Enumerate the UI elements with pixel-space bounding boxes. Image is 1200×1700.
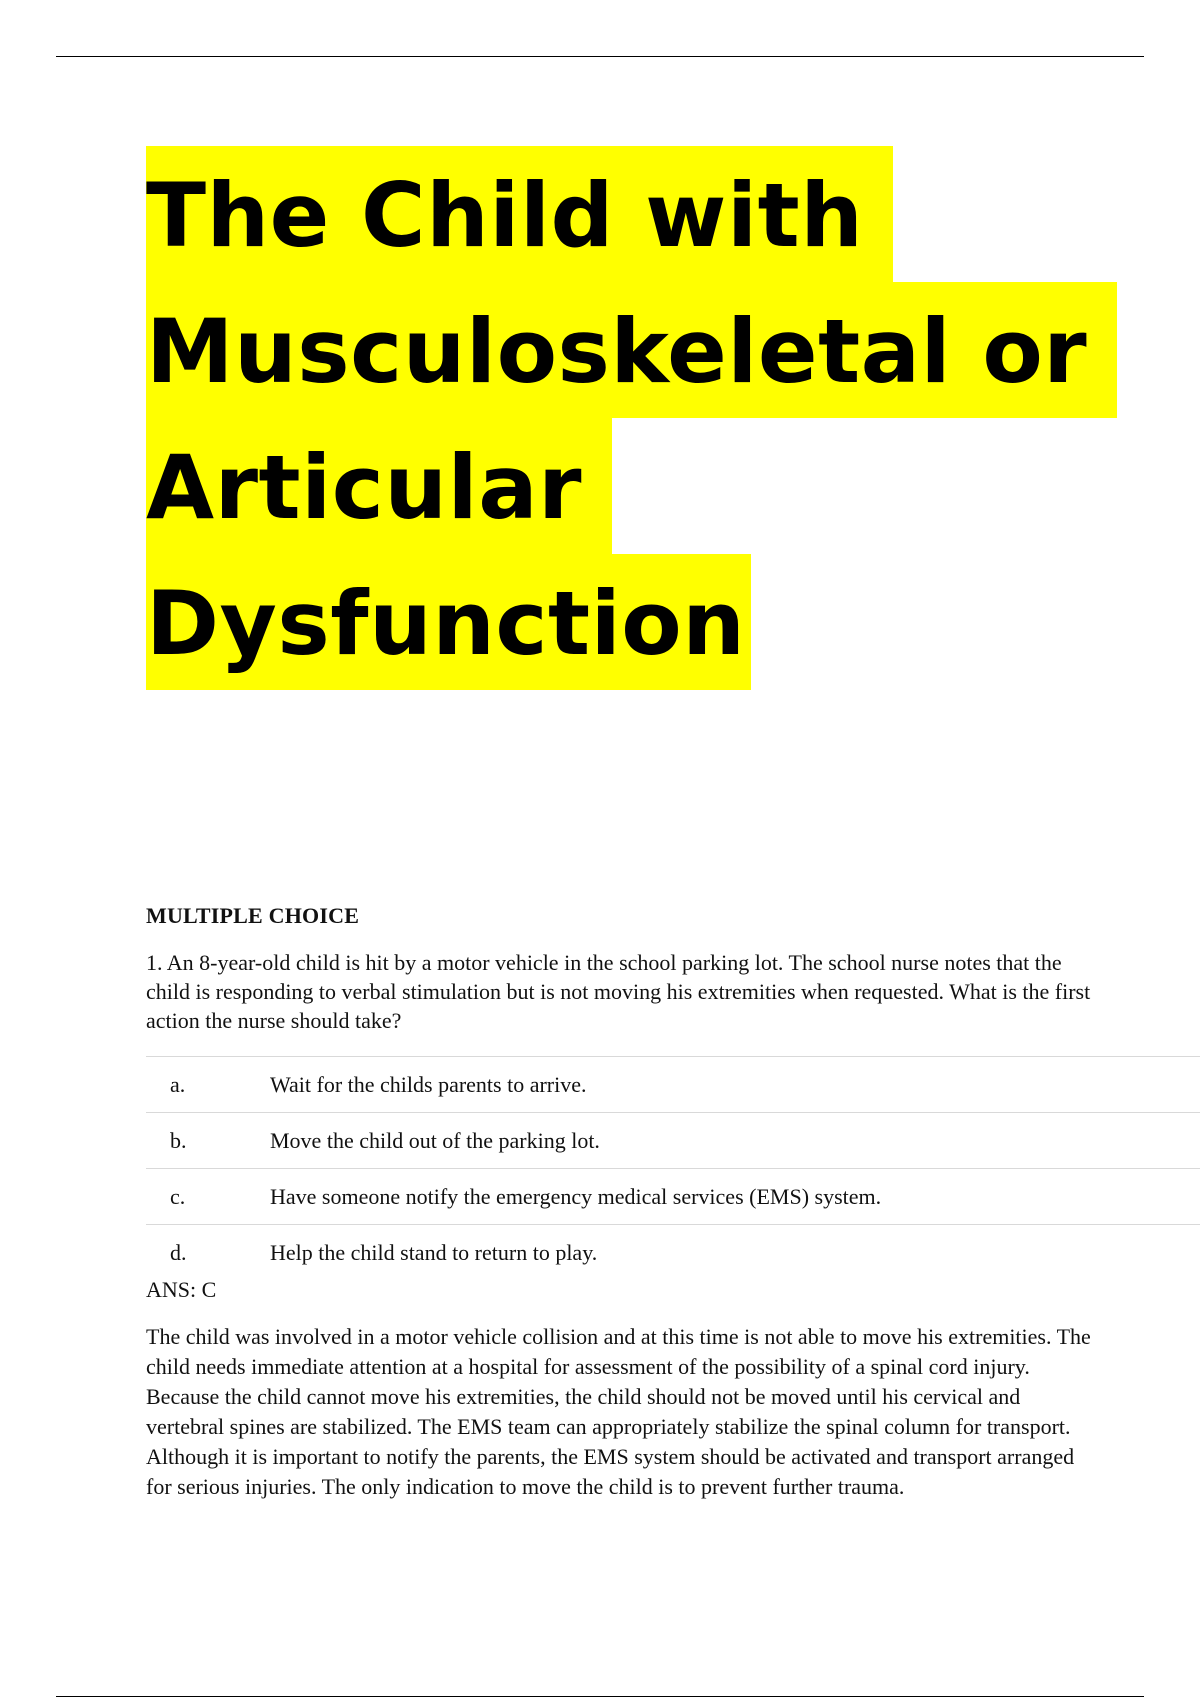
top-rule	[56, 56, 1144, 57]
option-letter: b.	[170, 1127, 187, 1153]
title-line: Articular	[146, 418, 1186, 554]
answer-option-b	[146, 1113, 1200, 1169]
option-letter: a.	[170, 1071, 186, 1097]
answer-option-a	[146, 1057, 1200, 1113]
option-text: Help the child stand to return to play.	[270, 1239, 598, 1265]
bottom-rule	[56, 1696, 1144, 1697]
option-text: Move the child out of the parking lot.	[270, 1127, 600, 1153]
answer-option-d	[146, 1225, 1200, 1280]
section-heading: MULTIPLE CHOICE	[146, 903, 360, 928]
document-title	[146, 146, 1186, 690]
option-letter: c.	[170, 1183, 186, 1209]
option-letter: d.	[170, 1239, 187, 1265]
option-text: Wait for the childs parents to arrive.	[270, 1071, 587, 1097]
answer-option-c	[146, 1169, 1200, 1225]
answer-key: ANS: C	[146, 1277, 217, 1302]
rationale-text: The child was involved in a motor vehicle collision and at this time is not able to move his extremities. The child needs immediate attention at a hospital for assessment of the possibility of a spinal cord injury. Because the child cannot move his extremities, the child should not be moved until his cervical and vertebral spines are stabilized. The EMS team can appropriately stabilize the spinal column for transport. Although it is important to notify the parents, the EMS system should be activated and transport arranged for serious injuries. The only indication to move the child is to prevent further trauma.	[146, 1324, 1091, 1499]
question-text: 1. An 8-year-old child is hit by a motor vehicle in the school parking lot. The school nurse notes that the child is responding to verbal stimulation but is not moving his extremities when requested. What is the first action the nurse should take?	[146, 950, 1091, 1033]
title-line: Musculoskeletal or	[146, 282, 1186, 418]
title-line: Dysfunction	[146, 554, 1186, 690]
option-text: Have someone notify the emergency medical services (EMS) system.	[270, 1183, 882, 1209]
title-line: The Child with	[146, 146, 1186, 282]
answer-options-table	[146, 1056, 1200, 1280]
